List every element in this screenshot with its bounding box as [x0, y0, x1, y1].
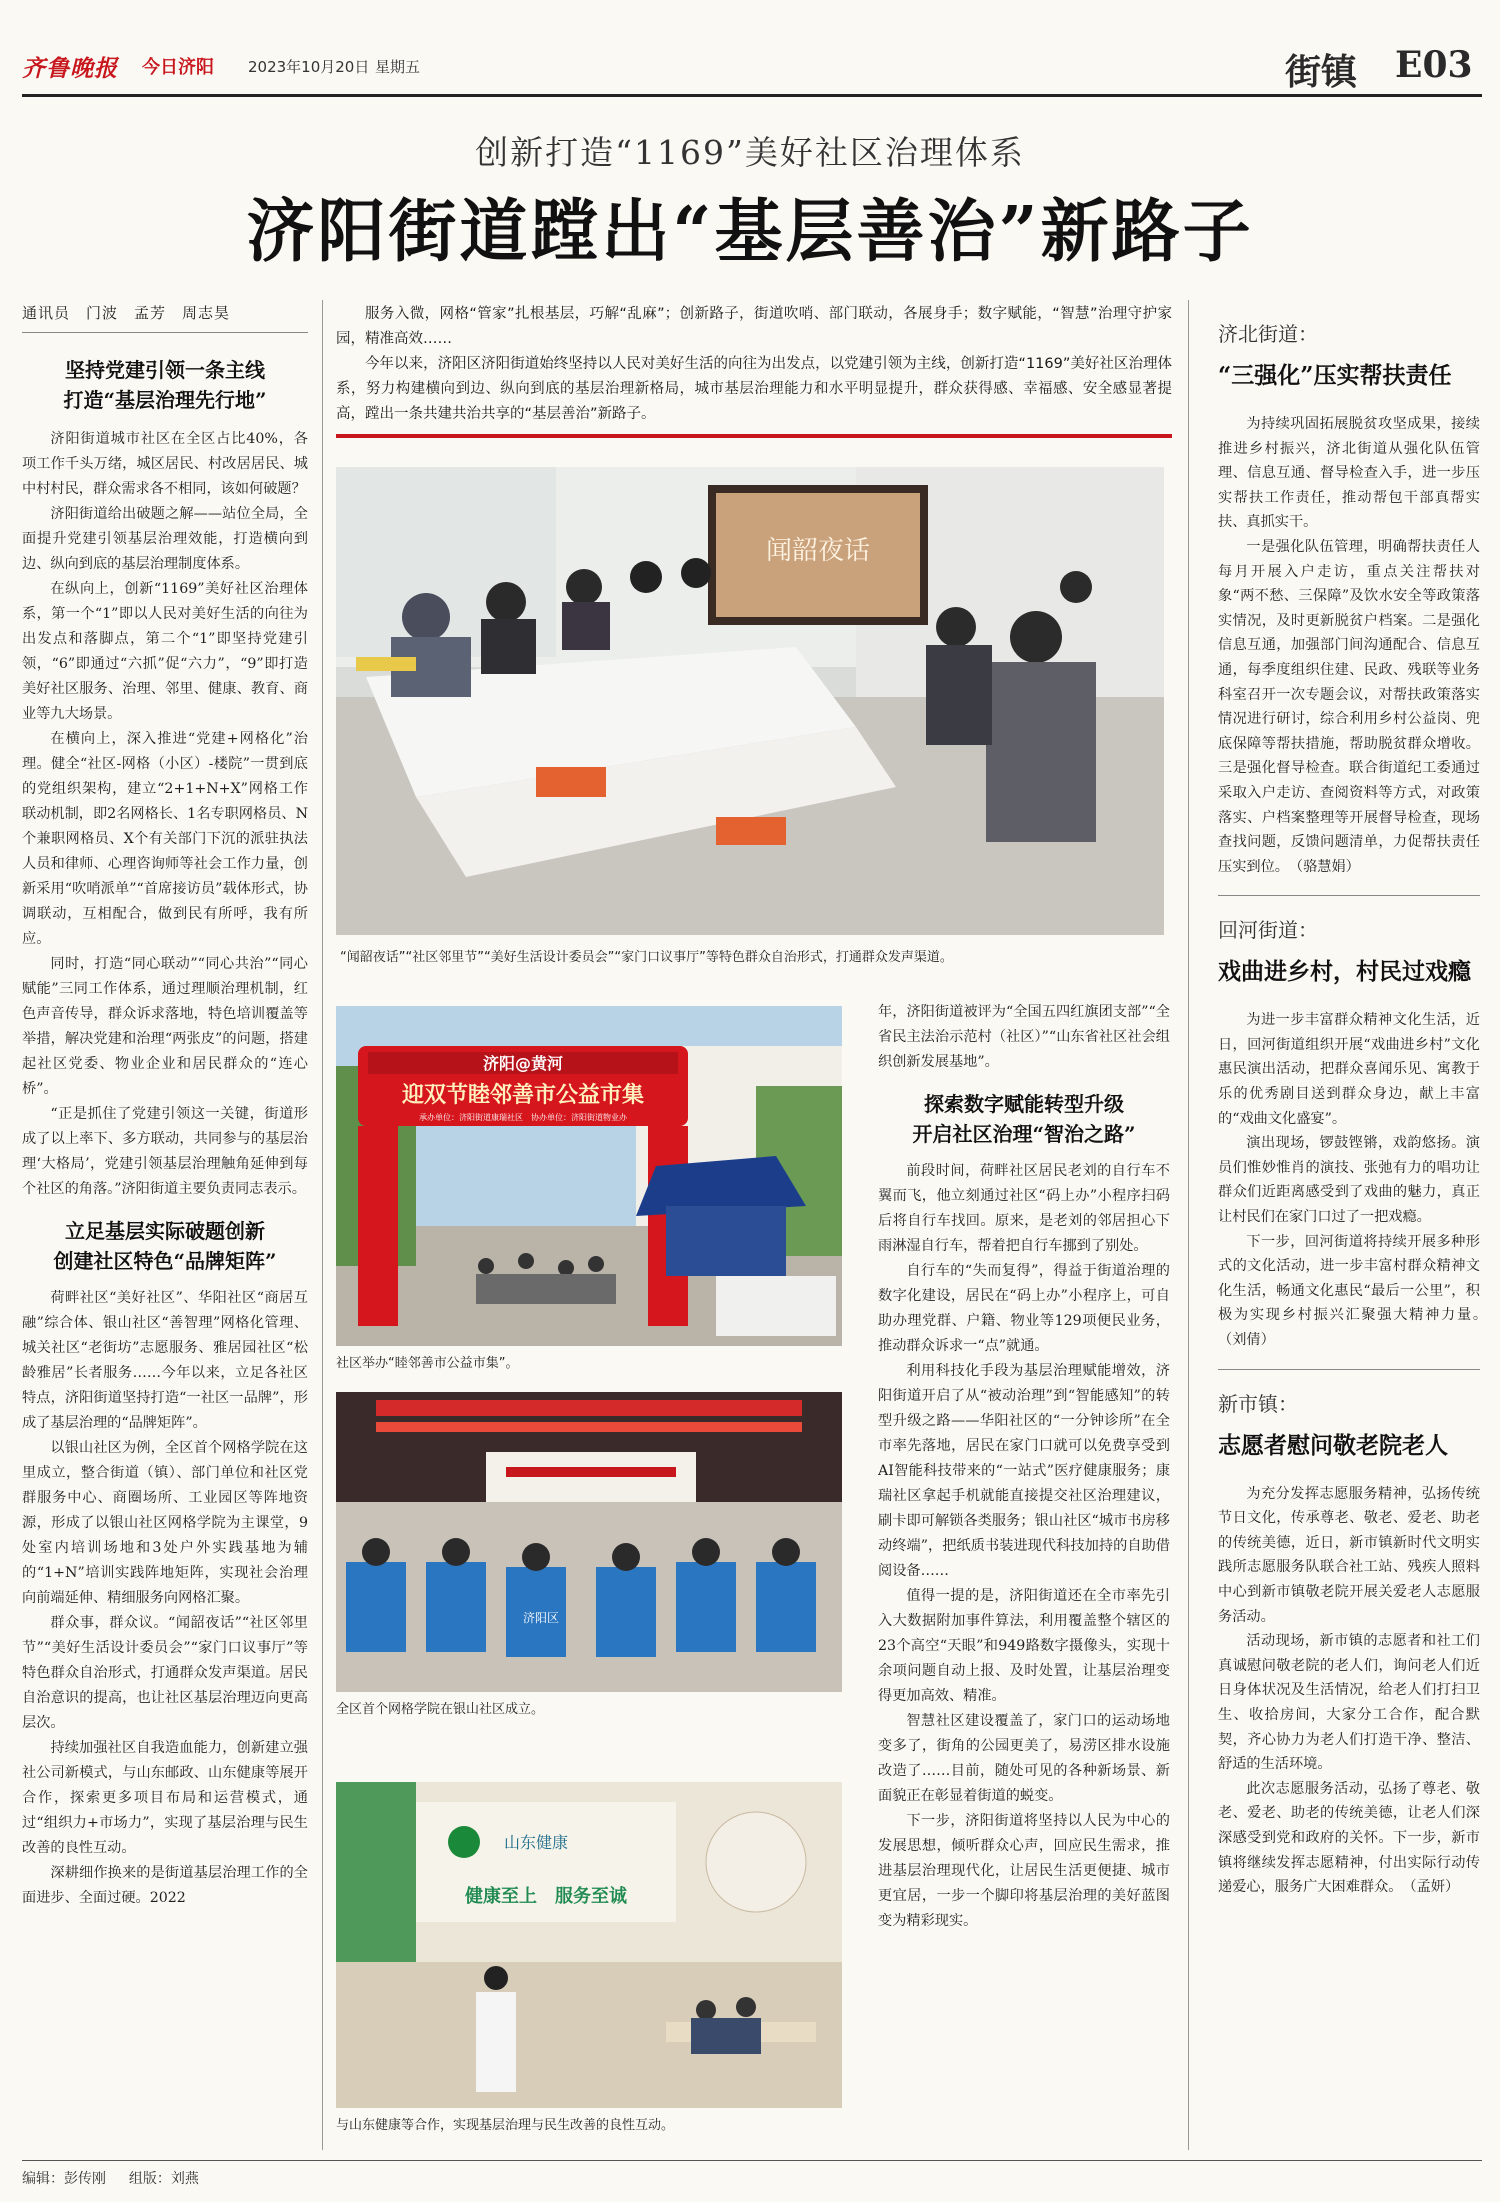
photo-caption: 社区举办“睦邻善市公益市集”。: [336, 1356, 519, 1371]
byline: 通讯员 门波 孟芳 周志昊: [22, 304, 231, 322]
paragraph: 荷畔社区“美好社区”、华阳社区“商居互融”综合体、银山社区“善智理”网格化管理、城关社区“老街坊”志愿服务、雅居园社区“松龄雅居”长者服务……今年以来，立足各社区特点，济阳街道坚持打造“一社区一品牌”，形成了基层治理的“品牌矩阵”。: [22, 1290, 308, 1431]
paragraph: 群众事，群众议。“闻韶夜话”“社区邻里节”“美好生活设计委员会”“家门口议事厅”等特色群众自治形式，打通群众发声渠道。居民自治意识的提高，也让社区基层治理迈向更高层次。: [22, 1615, 308, 1731]
brief-kicker: 新市镇：: [1218, 1391, 1298, 1416]
paragraph: “正是抓住了党建引领这一关键，街道形成了以上率下、多方联动，共同参与的基层治理‘大格局’，党建引领基层治理触角延伸到每个社区的角落。”济阳街道主要负责同志表示。: [22, 1106, 308, 1197]
market-photo: [336, 1006, 842, 1346]
paragraph: 演出现场，锣鼓铿锵，戏韵悠扬。演员们惟妙惟肖的演技、张弛有力的唱功让群众们近距离感受到了戏曲的魅力，真正让村民们在家门口过了一把戏瘾。: [1218, 1135, 1480, 1226]
arch-top-text: 济阳@黄河: [482, 1054, 564, 1073]
screen-text: 闻韶夜话: [765, 536, 871, 566]
health-logo-text: 山东健康: [503, 1833, 569, 1852]
article-column-3: [878, 1000, 1170, 1934]
brief-divider: [1218, 895, 1480, 896]
footer-credits: [22, 2168, 199, 2188]
edition-name: 今日济阳: [142, 57, 214, 78]
page-number: E03: [1395, 44, 1473, 86]
masthead-rule: [22, 94, 1482, 97]
health-slogan-text: 健康至上 服务至诚: [465, 1886, 627, 1907]
page-headline: 济阳街道蹚出“基层善治”新路子: [246, 192, 1254, 272]
paragraph: 在纵向上，创新“1169”美好社区治理体系，第一个“1”即以人民对美好生活的向往为出发点和落脚点，第二个“1”即坚持党建引领，“6”即通过“六抓”促“六力”，“9”即打造美好社区服务、治理、邻里、健康、教育、商业等九大场景。: [22, 581, 308, 722]
paragraph: 济阳街道给出破题之解——站位全局，全面提升党建引领基层治理效能，打造横向到边、纵向到底的基层治理制度体系。: [22, 506, 308, 572]
subheading-line: 探索数字赋能转型升级: [924, 1092, 1124, 1116]
paragraph: 值得一提的是，济阳街道还在全市率先引入大数据附加事件算法，利用覆盖整个辖区的23个高空“天眼”和949路数字摄像头，实现十余项问题自动上报、及时处置，让基层治理变得更加高效、精准。: [878, 1588, 1170, 1704]
arch-org-text: 承办单位：济阳街道康瑞社区 协办单位：济阳街道物业办: [419, 1113, 627, 1122]
paragraph: 智慧社区建设覆盖了，家门口的运动场地变多了，街角的公园更美了，易涝区排水设施改造了……目前，随处可见的各种新场景、新面貌正在彰显着街道的蜕变。: [878, 1713, 1170, 1804]
photo-caption: 与山东健康等合作，实现基层治理与民生改善的良性互动。: [336, 2118, 675, 2133]
paragraph: 活动现场，新市镇的志愿者和社工们真诚慰问敬老院的老人们，询问老人们近日身体状况及生活情况，给老人们打扫卫生、收拾房间，大家分工合作，配合默契，齐心协力为老人们打造干净、整洁、舒适的生活环境。: [1218, 1633, 1480, 1773]
issue-date: 2023年10月20日: [248, 58, 370, 76]
headline-kicker: 创新打造“1169”美好社区治理体系: [475, 133, 1025, 172]
lead-text: 今年以来，济阳区济阳街道始终坚持以人民对美好生活的向往为出发点，以党建引领为主线，创新打造“1169”美好社区治理体系，努力构建横向到边、纵向到底的基层治理新格局，城市基层治理能力和水平明显提升，群众获得感、幸福感、安全感显著提高，蹚出一条共建共治共享的“基层善治”新路子。: [336, 356, 1172, 422]
subheading-line: 创建社区特色“品牌矩阵”: [53, 1249, 277, 1273]
brief-divider: [1218, 1369, 1480, 1370]
subheading-line: 开启社区治理“智治之路”: [912, 1122, 1136, 1146]
brief-kicker: 回河街道：: [1218, 918, 1318, 943]
brief-title: 志愿者慰问敬老院老人: [1218, 1431, 1448, 1459]
byline-rule: [22, 332, 308, 333]
subheading-line: 立足基层实际破题创新: [65, 1219, 265, 1243]
lead-deck: 服务入微，网格“管家”扎根基层，巧解“乱麻”；创新路子，街道吹哨、部门联动，各展身手；数字赋能，“智慧”治理守护家园，精准高效……: [336, 306, 1172, 347]
paragraph: 济阳街道城市社区在全区占比40%，各项工作千头万绪，城区居民、村改居居民、城中村村民，群众需求各不相同，该如何破题？: [22, 431, 308, 497]
paragraph: 此次志愿服务活动，弘扬了尊老、敬老、爱老、助老的传统美德，让老人们深深感受到党和政府的关怀。下一步，新市镇将继续发挥志愿精神，付出实际行动传递爱心，服务广大困难群众。 （孟妍）: [1218, 1780, 1480, 1896]
subheading: [22, 355, 308, 415]
paragraph: 持续加强社区自我造血能力，创新建立强社公司新模式，与山东邮政、山东健康等展开合作，探索更多项目布局和运营模式，通过“组织力+市场力”，实现了基层治理与民生改善的良性互动。: [22, 1740, 308, 1856]
vest-text: 济阳区: [522, 1611, 560, 1625]
brief-title: “三强化”压实帮扶责任: [1218, 362, 1452, 389]
section-name: 街镇: [1285, 51, 1358, 93]
paragraph: 在横向上，深入推进“党建+网格化”治理。健全“社区-网格（小区）-楼院”一贯到底的党组织架构，建立“2+1+N+X”网格工作联动机制，即2名网格长、1名专职网格员、N个兼职网格员、X个有关部门下沉的派驻执法人员和律师、心理咨询师等社会工作力量，创新采用“吹哨派单”“首席接访员”载体形式，协调联动，互相配合，做到民有所呼，我有所应。: [22, 731, 308, 947]
subheading: [22, 1216, 308, 1276]
paragraph: 同时，打造“同心联动”“同心共治”“同心赋能”三同工作体系，通过理顺治理机制，红色声音传导，群众诉求落地，特色培训覆盖等举措，解决党建和治理“两张皮”的问题，搭建起社区党委、物业企业和居民群众的“连心桥”。: [22, 956, 308, 1097]
arch-main-text: 迎双节睦邻善市公益市集: [401, 1082, 645, 1108]
column-rule: [322, 300, 323, 2150]
paragraph: 自行车的“失而复得”，得益于街道治理的数字化建设，居民在“码上办”小程序上，可自助办理党群、户籍、物业等129项便民业务，推动群众诉求一“点”就通。: [878, 1263, 1170, 1354]
brief-item: [1218, 318, 1480, 879]
brief-item: [1218, 1388, 1480, 1900]
masthead: [0, 0, 1500, 130]
photo-caption: “闻韶夜话”“社区邻里节”“美好生活设计委员会”“家门口议事厅”等特色群众自治形式，打通群众发声渠道。: [340, 950, 953, 965]
photo-caption: 全区首个网格学院在银山社区成立。: [336, 1702, 545, 1717]
brief-item: [1218, 914, 1495, 1352]
footer-rule: [22, 2160, 1482, 2161]
subheading: [878, 1089, 1170, 1149]
academy-photo: [336, 1392, 842, 1692]
paragraph: 深耕细作换来的是街道基层治理工作的全面进步、全面过硬。2022: [22, 1865, 308, 1906]
article-column-1: [22, 302, 308, 1911]
paragraph: 年，济阳街道被评为“全国五四红旗团支部”“全省民主法治示范村（社区）”“山东省社区社会组织创新发展基地”。: [878, 1004, 1170, 1070]
lead-block: [336, 302, 1172, 427]
paragraph: 一是强化队伍管理，明确帮扶责任人每月开展入户走访，重点关注帮扶对象“两不愁、三保障”及饮水安全等政策落实情况，及时更新脱贫户档案。二是强化信息互通，加强部门间沟通配合、信息互通，每季度组织住建、民政、残联等业务科室召开一次专题会议，对帮扶政策落实情况进行研讨，综合利用乡村公益岗、兜底保障等帮扶措施，帮助脱贫群众增收。三是强化督导检查。联合街道纪工委通过采取入户走访、查阅资料等方式，对政策落实、户档案整理等开展督导检查，现场查找问题，反馈问题清单，力促帮扶责任压实到位。 （骆慧娟）: [1218, 538, 1480, 875]
footer-editor: 编辑：彭传刚: [22, 2171, 106, 2187]
column-rule: [1188, 300, 1189, 2150]
meeting-photo: [336, 467, 1164, 935]
subheading-line: 打造“基层治理先行地”: [63, 388, 267, 412]
paragraph: 利用科技化手段为基层治理赋能增效，济阳街道开启了从“被动治理”到“智能感知”的转型升级之路——华阳社区的“一分钟诊所”在全市率先落地，居民在家门口就可以免费享受到AI智能科技带来的“一站式”医疗健康服务；康瑞社区拿起手机就能直接提交社区治理建议，刷卡即可解锁各类服务；银山社区“城市书房移动终端”，把纸质书装进现代科技加持的自助借阅设备……: [878, 1363, 1170, 1579]
paragraph: 为充分发挥志愿服务精神，弘扬传统节日文化，传承尊老、敬老、爱老、助老的传统美德，近日，新市镇新时代文明实践所志愿服务队联合社工站、残疾人照料中心到新市镇敬老院开展关爱老人志愿服务活动。: [1218, 1485, 1480, 1625]
subheading-line: 坚持党建引领一条主线: [65, 358, 265, 382]
newspaper-logo: 齐鲁晚报: [22, 55, 118, 82]
paragraph: 下一步，济阳街道将坚持以人民为中心的发展思想，倾听群众心声，回应民生需求，推进基层治理现代化，让居民生活更便捷、城市更宜居，一步一个脚印将基层治理的美好蓝图变为精彩现实。: [878, 1813, 1170, 1929]
brief-kicker: 济北街道：: [1218, 322, 1318, 346]
sidebar-briefs: [1218, 318, 1495, 1900]
paragraph: 以银山社区为例，全区首个网格学院在这里成立，整合街道（镇）、部门单位和社区党群服务中心、商圈场所、工业园区等阵地资源，形成了以银山社区网格学院为主课堂，9处室内培训场地和3处户外实践基地为辅的“1+N”培训实践阵地矩阵，实现社会治理向前端延伸、精细服务向网格汇聚。: [22, 1440, 308, 1606]
paragraph: 前段时间，荷畔社区居民老刘的自行车不翼而飞，他立刻通过社区“码上办”小程序扫码后将自行车找回。原来，是老刘的邻居担心下雨淋湿自行车，帮着把自行车挪到了别处。: [878, 1163, 1170, 1254]
lead-rule: [336, 434, 1172, 438]
footer-layout: 组版：刘燕: [128, 2171, 199, 2187]
brief-title: 戏曲进乡村，村民过戏瘾: [1218, 958, 1471, 986]
paragraph: 为进一步丰富群众精神文化生活，近日，回河街道组织开展“戏曲进乡村”文化惠民演出活动，把群众喜闻乐见、寓教于乐的优秀剧目送到群众身边，献上丰富的“戏曲文化盛宴”。: [1218, 1012, 1480, 1127]
canteen-photo: [336, 1782, 842, 2108]
paragraph: 为持续巩固拓展脱贫攻坚成果，接续推进乡村振兴，济北街道从强化队伍管理、信息互通、督导检查入手，进一步压实帮扶工作责任，推动帮包干部真帮实扶、真抓实干。: [1218, 416, 1480, 531]
issue-weekday: 星期五: [375, 58, 421, 76]
paragraph: 下一步，回河街道将持续开展多种形式的文化活动，进一步丰富村群众精神文化生活，畅通文化惠民“最后一公里”，积极为实现乡村振兴汇聚强大精神力量。 （刘倩）: [1218, 1233, 1495, 1348]
